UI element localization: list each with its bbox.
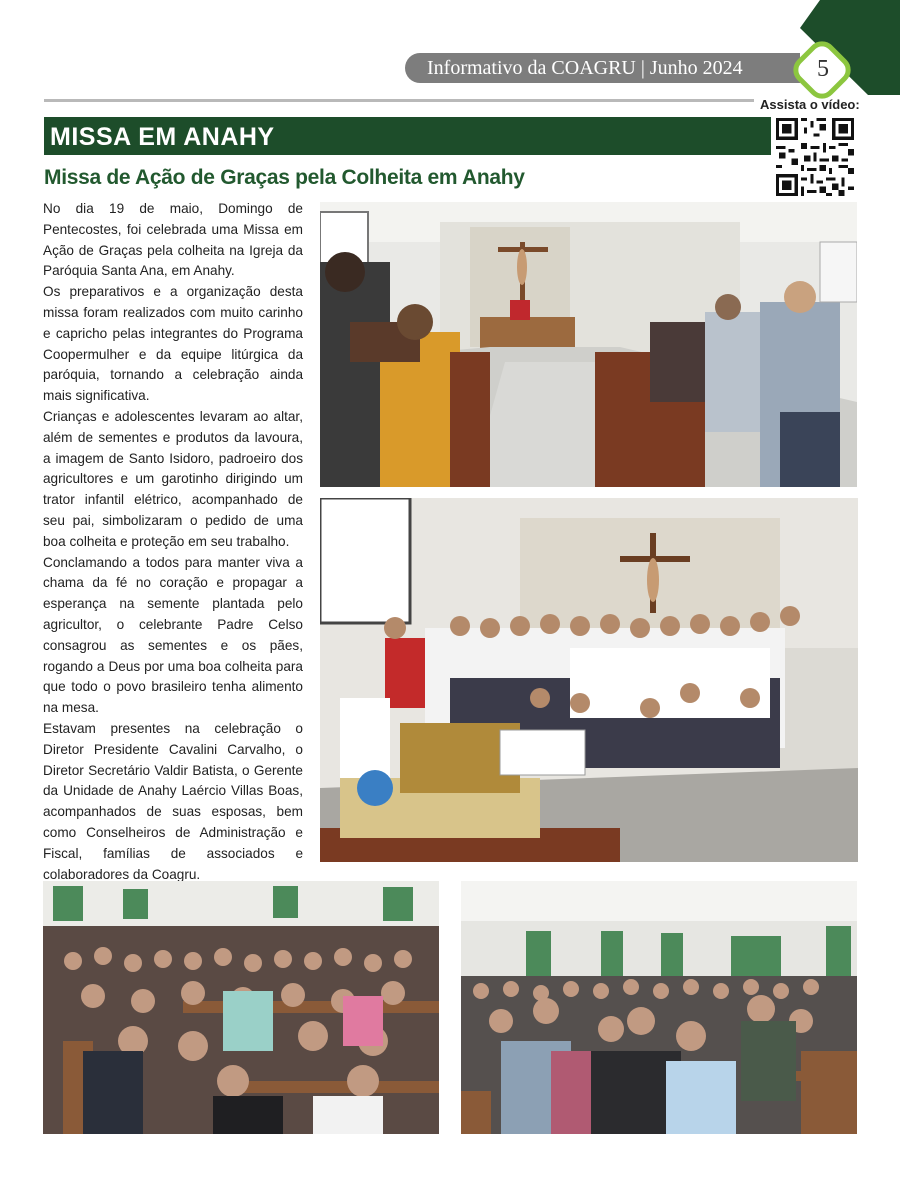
qr-code-icon[interactable] [776,118,854,196]
paragraph: No dia 19 de maio, Domingo de Pentecostes, foi celebrada uma Missa em Ação de Graças pela colheita na Igreja da Paróquia Santa Ana, em Anahy. [43,201,303,279]
paragraph: Os preparativos e a organização desta missa foram realizados com muito carinho e capricho pelas integrantes do Programa Coopermulher e da equipe litúrgica da paróquia, tornando a celebração ainda mais significativa. [43,284,303,404]
article-body [43,199,303,885]
video-label: Assista o vídeo: [760,97,860,112]
paragraph: Conclamando a todos para manter viva a chama da fé no coração e propagar a esperança na semente plantada pelo agricultor, o celebrante Padre Celso consagrou as sementes e os pães, rogando a Deus por uma boa colheita para que todo o povo brasileiro tenha alimento na mesa. [43,554,303,716]
congregation-photo-left [43,881,439,1134]
publication-title: Informativo da COAGRU | Junho 2024 [427,57,743,79]
congregation-photo-right [461,881,857,1134]
page-number: 5 [817,56,829,82]
paragraph: Estavam presentes na celebração o Diretor Presidente Cavalini Carvalho, o Diretor Secretário Valdir Batista, o Gerente da Unidade de Anahy Laércio Villas Boas, acompanhados de suas esposas, bem como Conselheiros de Administração e Fiscal, famílias de associados e colaboradores da Coagru. [43,720,303,882]
section-title: MISSA EM ANAHY [50,123,275,151]
article-title: Missa de Ação de Graças pela Colheita em Anahy [44,166,525,189]
corner-decoration [0,0,900,100]
group-at-altar-photo [320,498,858,862]
church-interior-photo [320,202,857,487]
paragraph: Crianças e adolescentes levaram ao altar, além de sementes e produtos da lavoura, a imagem de Santo Isidoro, padroeiro dos agricultores e um garotinho dirigindo um trator infantil elétrico, acompanhado de seu pai, simbolizaram o pedido de uma boa colheita e proteção em seu trabalho. [43,408,303,549]
header-divider [44,99,754,102]
